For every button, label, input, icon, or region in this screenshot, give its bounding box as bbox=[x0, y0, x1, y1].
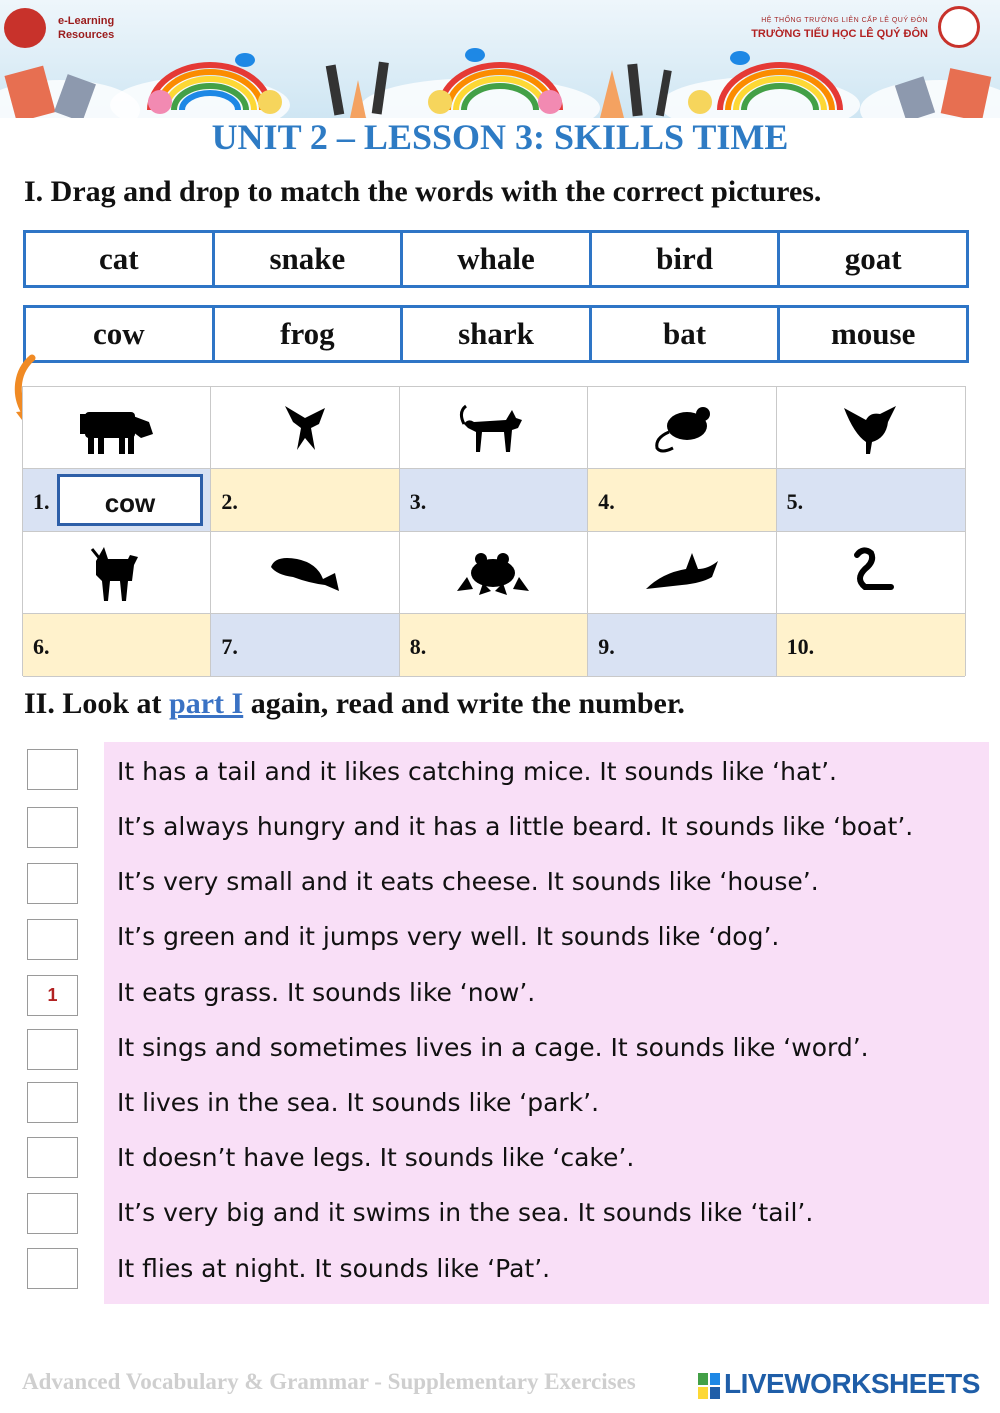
cell-number: 2. bbox=[221, 489, 238, 514]
cell-number: 5. bbox=[786, 489, 804, 514]
cell-number: 7. bbox=[221, 634, 238, 659]
cell-number: 10. bbox=[786, 634, 815, 659]
number-input[interactable] bbox=[27, 1193, 78, 1234]
cow-icon bbox=[77, 398, 157, 458]
snake-icon bbox=[841, 543, 901, 603]
word-tile[interactable]: mouse bbox=[780, 305, 969, 363]
clue-sentence: It has a tail and it likes catching mice. It sounds like ‘hat’. bbox=[117, 757, 837, 786]
picture-grid bbox=[22, 386, 966, 676]
word-tile[interactable]: bird bbox=[592, 230, 781, 288]
number-input[interactable] bbox=[27, 1137, 78, 1178]
picture-cell bbox=[588, 387, 776, 469]
picture-cell bbox=[211, 387, 399, 469]
word-tile[interactable]: cow bbox=[23, 305, 215, 363]
answer-cell[interactable] bbox=[588, 614, 776, 677]
elearning-logo bbox=[4, 8, 46, 48]
page-title: UNIT 2 – LESSON 3: SKILLS TIME bbox=[211, 117, 789, 157]
answer-cell[interactable] bbox=[777, 469, 965, 532]
answer-cell[interactable] bbox=[211, 469, 399, 532]
header-banner bbox=[0, 0, 1000, 118]
number-input[interactable] bbox=[27, 749, 78, 790]
logo-text-line1: e-Learning bbox=[58, 15, 115, 27]
clue-sentence: It flies at night. It sounds like ‘Pat’. bbox=[117, 1254, 551, 1283]
clue-sentence: It doesn’t have legs. It sounds like ‘cake’. bbox=[117, 1143, 635, 1172]
number-input[interactable]: 1 bbox=[27, 975, 78, 1016]
number-input[interactable] bbox=[27, 807, 78, 848]
picture-cell bbox=[211, 532, 399, 614]
answer-cell[interactable] bbox=[588, 469, 776, 532]
clue-sentence: It’s green and it jumps very well. It sounds like ‘dog’. bbox=[117, 922, 780, 951]
school-subtitle: HỆ THỐNG TRƯỜNG LIÊN CẤP LÊ QUÝ ĐÔN bbox=[761, 17, 928, 24]
answer-cell[interactable] bbox=[211, 614, 399, 677]
clue-sentence: It sings and sometimes lives in a cage. It sounds like ‘word’. bbox=[117, 1033, 869, 1062]
answer-cell[interactable] bbox=[400, 469, 588, 532]
answer-cell bbox=[23, 469, 211, 532]
cell-number: 4. bbox=[598, 489, 615, 514]
word-tile[interactable]: bat bbox=[592, 305, 781, 363]
logo-text-line2: Resources bbox=[58, 29, 115, 41]
picture-cell bbox=[400, 532, 588, 614]
answer-cell[interactable] bbox=[777, 614, 965, 677]
word-tile[interactable]: whale bbox=[403, 230, 592, 288]
word-tile[interactable]: cat bbox=[23, 230, 215, 288]
cell-number: 6. bbox=[33, 634, 50, 659]
word-bank-row-1 bbox=[23, 230, 969, 288]
drop-zone[interactable]: cow bbox=[57, 474, 203, 526]
liveworksheets-brand[interactable]: LIVEWORKSHEETS bbox=[724, 1368, 980, 1399]
answer-cell[interactable] bbox=[400, 614, 588, 677]
part1-link[interactable]: part I bbox=[169, 687, 244, 720]
shark-icon bbox=[642, 543, 722, 603]
clue-sentence: It eats grass. It sounds like ‘now’. bbox=[117, 978, 536, 1007]
part2-heading-end: again, read and write the number. bbox=[243, 687, 685, 720]
picture-cell bbox=[23, 532, 211, 614]
picture-cell bbox=[588, 532, 776, 614]
elearning-logo-text bbox=[58, 14, 114, 42]
number-input[interactable] bbox=[27, 919, 78, 960]
answer-cell[interactable] bbox=[23, 614, 211, 677]
footer-text: Advanced Vocabulary & Grammar - Supplementary Exercises bbox=[22, 1369, 636, 1394]
word-bank-row-2 bbox=[23, 305, 969, 363]
clue-sentence: It lives in the sea. It sounds like ‘park’. bbox=[117, 1088, 600, 1117]
word-tile[interactable]: goat bbox=[780, 230, 969, 288]
part2-heading-start: II. Look at bbox=[24, 687, 170, 720]
mouse-icon bbox=[647, 398, 717, 458]
goat-icon bbox=[82, 541, 152, 605]
cell-number: 8. bbox=[409, 634, 427, 659]
word-tile[interactable]: snake bbox=[215, 230, 404, 288]
cell-number: 3. bbox=[409, 489, 427, 514]
school-seal-icon bbox=[938, 6, 980, 48]
cell-number: 9. bbox=[598, 634, 615, 659]
number-input[interactable] bbox=[27, 1082, 78, 1123]
picture-cell bbox=[400, 387, 588, 469]
bat-icon bbox=[275, 398, 335, 458]
part1-heading: I. Drag and drop to match the words with the correct pictures. bbox=[24, 175, 822, 208]
number-input[interactable] bbox=[27, 863, 78, 904]
picture-cell bbox=[777, 532, 965, 614]
clue-sentence: It’s very small and it eats cheese. It sounds like ‘house’. bbox=[117, 867, 819, 896]
picture-cell bbox=[777, 387, 965, 469]
number-input[interactable] bbox=[27, 1248, 78, 1289]
whale-icon bbox=[265, 543, 345, 603]
number-input[interactable] bbox=[27, 1029, 78, 1070]
liveworksheets-logo-icon bbox=[698, 1373, 720, 1399]
part2-heading bbox=[24, 687, 685, 721]
word-tile[interactable]: frog bbox=[215, 305, 404, 363]
school-name: TRƯỜNG TIỂU HỌC LÊ QUÝ ĐÔN bbox=[751, 28, 928, 40]
clue-sentence: It’s very big and it swims in the sea. It sounds like ‘tail’. bbox=[117, 1198, 814, 1227]
clue-sentence: It’s always hungry and it has a little beard. It sounds like ‘boat’. bbox=[117, 812, 914, 841]
word-tile[interactable]: shark bbox=[403, 305, 592, 363]
cat-icon bbox=[458, 398, 528, 458]
frog-icon bbox=[453, 543, 533, 603]
bird-icon bbox=[836, 398, 906, 458]
cell-number: 1. bbox=[33, 489, 50, 514]
picture-cell bbox=[23, 387, 211, 469]
